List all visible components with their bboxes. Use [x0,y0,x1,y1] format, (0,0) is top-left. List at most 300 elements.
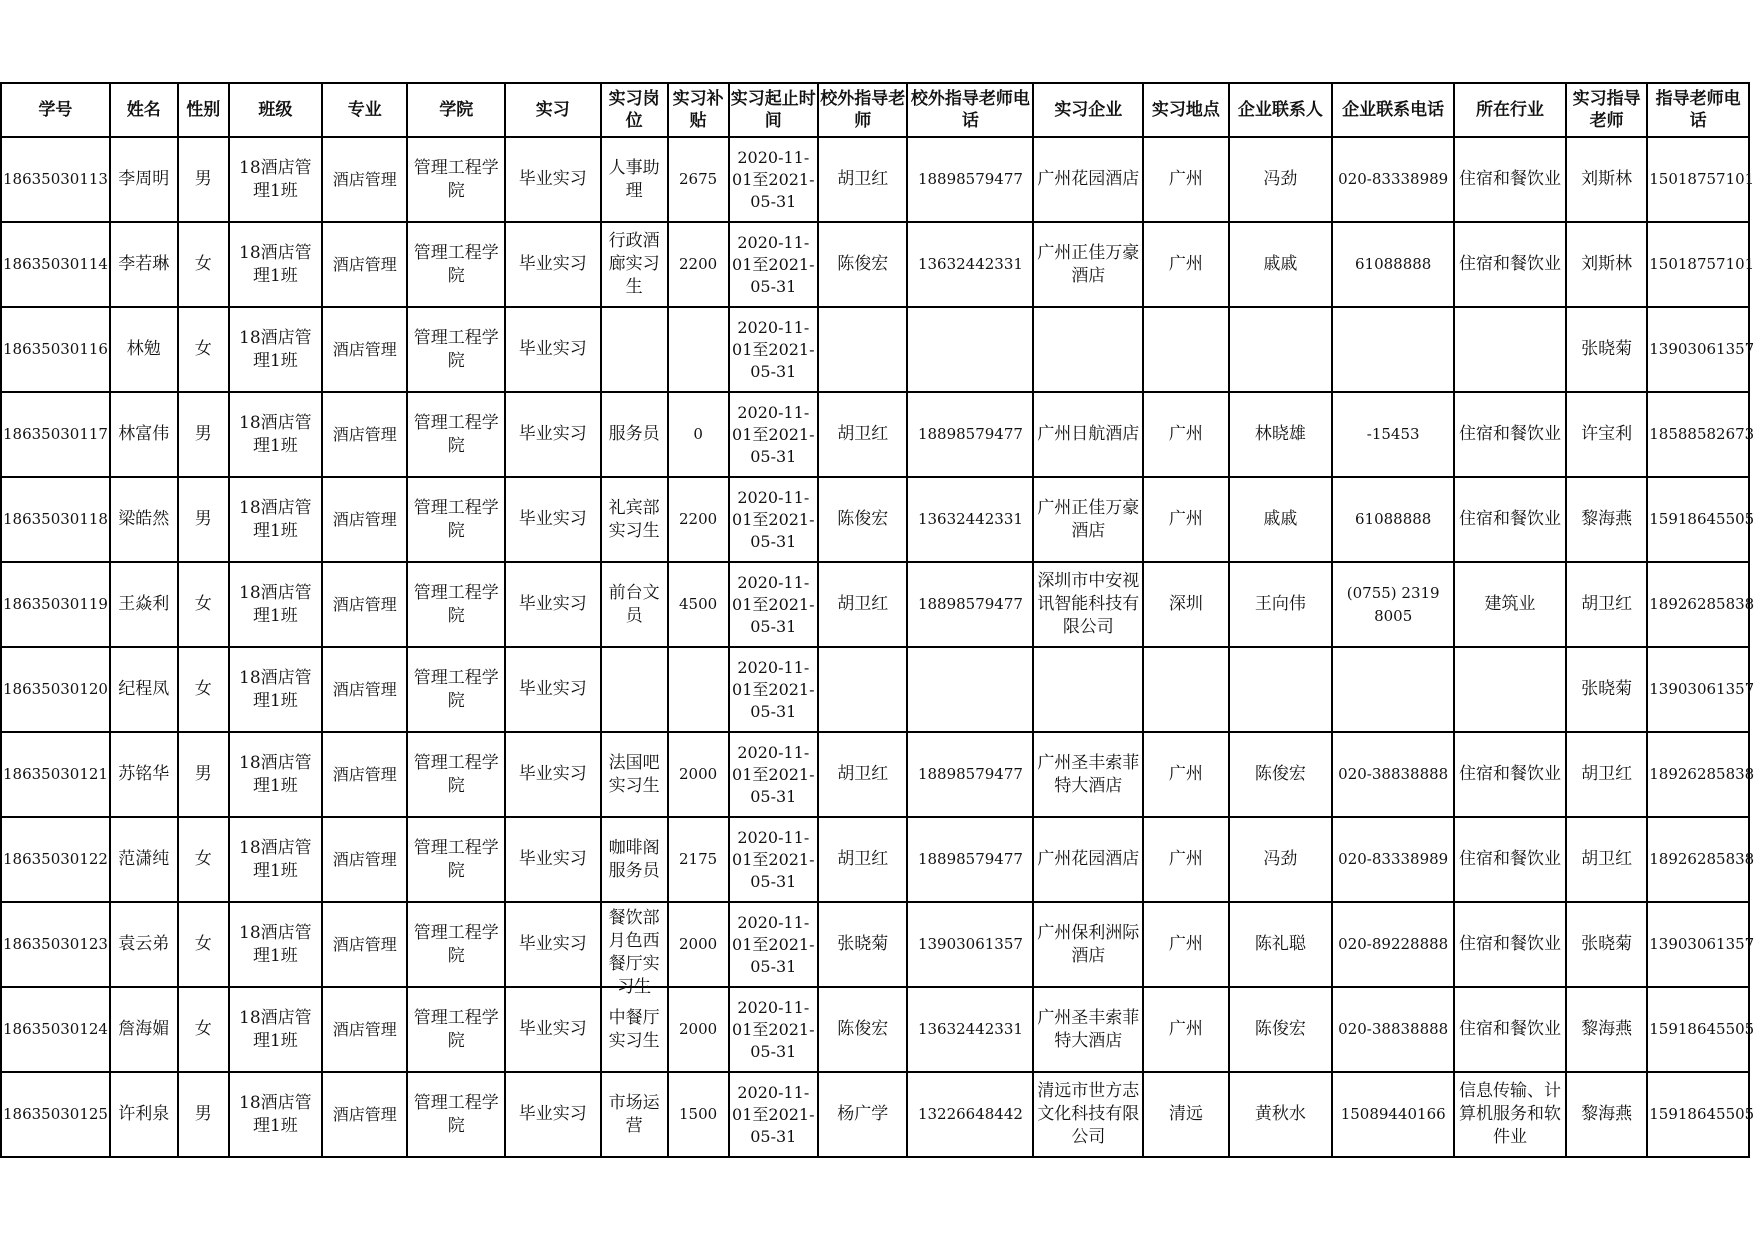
cell-text: 管理工程学院 [413,1092,499,1136]
cell-major [322,1072,407,1157]
cell-gender [178,137,229,222]
cell-text: 2020-11-01至2021-05-31 [732,912,815,976]
cell-text: 13903061357 [1649,680,1754,698]
cell-text: 陈俊宏 [1254,764,1306,784]
cell-text: 2000 [679,765,718,783]
cell-place [1143,987,1228,1072]
cell-text: 酒店管理 [332,935,397,954]
cell-text: 18635030122 [3,850,108,868]
cell-subsidy [668,222,729,307]
cell-text: 黎海燕 [1581,1104,1633,1124]
cell-text: 广州 [1168,509,1203,529]
cell-cls [229,817,322,902]
cell-text: 18898579477 [917,170,1023,188]
cell-ext-phone [907,817,1033,902]
cell-text: 戚戚 [1263,254,1298,274]
column-header: 实习补贴 [668,83,729,137]
cell-period [729,222,818,307]
cell-subsidy [668,732,729,817]
cell-company [1033,392,1143,477]
cell-ext-teacher [818,1072,907,1157]
cell-text: 15018757101 [1649,170,1754,188]
cell-text: 许利泉 [118,1104,170,1124]
cell-text: 管理工程学院 [413,752,499,796]
cell-text: 2020-11-01至2021-05-31 [732,742,815,806]
cell-post [601,987,668,1072]
cell-text: 深圳 [1168,594,1203,614]
cell-place [1143,307,1228,392]
cell-text: 毕业实习 [518,1104,587,1124]
cell-ext-teacher [818,732,907,817]
cell-text: 广州日航酒店 [1037,424,1140,444]
cell-period [729,392,818,477]
cell-type [505,222,601,307]
cell-teacher-phone [1647,732,1754,817]
cell-text: 13632442331 [917,255,1023,273]
cell-text: 广州圣丰索菲特大酒店 [1037,752,1140,796]
cell-text: 女 [194,339,212,359]
cell-text: 餐饮部月色西餐厅实习生 [608,907,660,997]
cell-college [407,137,505,222]
cell-text: 18635030124 [3,1020,108,1038]
cell-ext-phone [907,987,1033,1072]
cell-text: 中餐厅实习生 [608,1007,660,1051]
cell-contact [1229,902,1333,987]
cell-post [601,817,668,902]
cell-text: 信息传输、计算机服务和软件业 [1459,1081,1562,1147]
cell-text: 冯劲 [1263,169,1298,189]
cell-company [1033,987,1143,1072]
cell-text: 18酒店管理1班 [239,242,312,286]
column-header: 企业联系电话 [1332,83,1454,137]
cell-period [729,137,818,222]
cell-text: 18酒店管理1班 [239,837,312,881]
cell-text: 毕业实习 [518,849,587,869]
cell-text: 毕业实习 [518,169,587,189]
cell-text: 2000 [679,935,718,953]
cell-text: 广州保利洲际酒店 [1037,922,1140,966]
cell-post [601,477,668,562]
cell-text: 15918645505 [1649,1105,1754,1123]
cell-text: 18926285838 [1649,765,1754,783]
cell-text: 广州 [1168,764,1203,784]
cell-contact-phone [1332,307,1454,392]
cell-place [1143,137,1228,222]
cell-teacher-phone [1647,817,1754,902]
cell-post [601,647,668,732]
cell-contact-phone [1332,222,1454,307]
cell-industry [1454,562,1566,647]
cell-place [1143,1072,1228,1157]
cell-type [505,987,601,1072]
cell-subsidy [668,562,729,647]
cell-ext-teacher [818,477,907,562]
cell-contact-phone [1332,562,1454,647]
table-row [1,647,1749,732]
cell-text: 管理工程学院 [413,242,499,286]
cell-company [1033,732,1143,817]
cell-name [110,817,178,902]
cell-text: 2020-11-01至2021-05-31 [732,317,815,381]
cell-type [505,477,601,562]
cell-id [1,1072,110,1157]
cell-gender [178,1072,229,1157]
cell-type [505,562,601,647]
cell-major [322,137,407,222]
cell-text: 酒店管理 [332,255,397,274]
cell-id [1,477,110,562]
cell-period [729,1072,818,1157]
cell-contact [1229,987,1333,1072]
cell-text: 2020-11-01至2021-05-31 [732,997,815,1061]
cell-id [1,222,110,307]
cell-college [407,307,505,392]
cell-cls [229,902,322,987]
cell-text: (0755) 2319 8005 [1346,583,1440,625]
cell-text: 林勉 [126,339,161,359]
column-header: 实习指导老师 [1566,83,1647,137]
cell-type [505,1072,601,1157]
cell-id [1,137,110,222]
cell-period [729,562,818,647]
cell-teacher-phone [1647,1072,1754,1157]
cell-industry [1454,647,1566,732]
table-body [1,137,1754,1157]
cell-subsidy [668,902,729,987]
cell-text: 18898579477 [917,765,1023,783]
table-row [1,137,1749,222]
cell-ext-teacher [818,817,907,902]
table-row [1,817,1749,902]
cell-text: 男 [194,1104,212,1124]
column-header: 所在行业 [1454,83,1566,137]
cell-subsidy [668,392,729,477]
cell-text: 18酒店管理1班 [239,497,312,541]
cell-period [729,987,818,1072]
cell-industry [1454,222,1566,307]
cell-subsidy [668,137,729,222]
cell-text: 黎海燕 [1581,1019,1633,1039]
cell-text: 陈俊宏 [837,509,889,529]
cell-company [1033,902,1143,987]
cell-industry [1454,477,1566,562]
cell-text: 建筑业 [1484,594,1536,614]
cell-company [1033,222,1143,307]
cell-text: 陈礼聪 [1254,934,1306,954]
cell-ext-teacher [818,137,907,222]
cell-text: 18635030118 [3,510,108,528]
column-header: 学号 [1,83,110,137]
cell-text: 酒店管理 [332,510,397,529]
cell-text: 清远 [1168,1104,1203,1124]
cell-text: 18635030113 [3,170,108,188]
cell-text: 18635030114 [3,255,108,273]
cell-text: 2200 [679,510,718,528]
cell-name [110,477,178,562]
cell-period [729,647,818,732]
cell-text: 管理工程学院 [413,582,499,626]
cell-text: 1500 [679,1105,718,1123]
cell-text: 胡卫红 [837,169,889,189]
cell-subsidy [668,1072,729,1157]
cell-type [505,647,601,732]
cell-text: 2020-11-01至2021-05-31 [732,147,815,211]
cell-text: 戚戚 [1263,509,1298,529]
cell-name [110,647,178,732]
cell-id [1,392,110,477]
cell-ext-phone [907,222,1033,307]
cell-subsidy [668,477,729,562]
cell-text: 男 [194,424,212,444]
cell-text: 女 [194,679,212,699]
cell-text: 陈俊宏 [837,1019,889,1039]
cell-ext-teacher [818,307,907,392]
cell-text: 袁云弟 [118,934,170,954]
cell-text: 18635030125 [3,1105,108,1123]
cell-text: 毕业实习 [518,339,587,359]
cell-id [1,817,110,902]
column-header: 班级 [229,83,322,137]
cell-industry [1454,137,1566,222]
cell-text: 市场运营 [608,1092,660,1136]
internship-table [0,82,1754,1158]
table-row [1,987,1749,1072]
cell-text: 管理工程学院 [413,1007,499,1051]
cell-text: 0 [693,425,703,443]
cell-teacher [1566,902,1647,987]
cell-teacher [1566,1072,1647,1157]
cell-text: 黎海燕 [1581,509,1633,529]
cell-text: 酒店管理 [332,850,397,869]
cell-contact [1229,647,1333,732]
cell-text: 詹海媚 [118,1019,170,1039]
cell-company [1033,137,1143,222]
table-row [1,1072,1749,1157]
cell-text: 2020-11-01至2021-05-31 [732,657,815,721]
cell-text: 13632442331 [917,1020,1023,1038]
cell-text: 女 [194,849,212,869]
cell-contact-phone [1332,137,1454,222]
cell-period [729,307,818,392]
cell-text: 法国吧实习生 [608,752,660,796]
cell-text: 2675 [679,170,718,188]
cell-name [110,137,178,222]
cell-gender [178,987,229,1072]
cell-place [1143,392,1228,477]
cell-place [1143,902,1228,987]
cell-major [322,392,407,477]
cell-text: 服务员 [608,424,660,444]
cell-text: 管理工程学院 [413,667,499,711]
cell-teacher-phone [1647,307,1754,392]
cell-gender [178,732,229,817]
cell-contact [1229,732,1333,817]
cell-contact-phone [1332,817,1454,902]
cell-type [505,307,601,392]
cell-text: 酒店管理 [332,1105,397,1124]
cell-text: 15089440166 [1340,1105,1446,1123]
column-header: 实习起止时间 [729,83,818,137]
cell-name [110,902,178,987]
cell-text: 18酒店管理1班 [239,157,312,201]
cell-contact-phone [1332,732,1454,817]
cell-contact [1229,817,1333,902]
cell-cls [229,732,322,817]
cell-contact [1229,1072,1333,1157]
cell-industry [1454,1072,1566,1157]
cell-teacher [1566,222,1647,307]
cell-major [322,902,407,987]
cell-cls [229,392,322,477]
cell-gender [178,902,229,987]
cell-text: 020-83338989 [1338,170,1449,188]
cell-text: 陈俊宏 [1254,1019,1306,1039]
cell-text: 酒店管理 [332,425,397,444]
cell-teacher-phone [1647,987,1754,1072]
cell-post [601,137,668,222]
cell-text: 咖啡阁服务员 [608,837,660,881]
cell-text: 4500 [679,595,718,613]
cell-text: 胡卫红 [1581,849,1633,869]
cell-text: 广州花园酒店 [1037,849,1140,869]
cell-text: 18酒店管理1班 [239,922,312,966]
cell-text: 18635030120 [3,680,108,698]
column-header: 实习岗位 [601,83,668,137]
cell-subsidy [668,647,729,732]
cell-text: 酒店管理 [332,170,397,189]
cell-text: 广州 [1168,424,1203,444]
table-row [1,477,1749,562]
cell-teacher [1566,987,1647,1072]
cell-company [1033,477,1143,562]
cell-text: 广州 [1168,849,1203,869]
cell-text: 广州 [1168,934,1203,954]
cell-type [505,137,601,222]
cell-text: 纪程凤 [118,679,170,699]
cell-major [322,647,407,732]
header-row [1,83,1749,137]
cell-name [110,732,178,817]
cell-college [407,987,505,1072]
cell-text: 胡卫红 [1581,764,1633,784]
cell-major [322,817,407,902]
table-row [1,307,1749,392]
cell-gender [178,562,229,647]
cell-industry [1454,987,1566,1072]
table-row [1,392,1749,477]
cell-post [601,392,668,477]
cell-ext-phone [907,647,1033,732]
cell-text: 2000 [679,1020,718,1038]
cell-text: 女 [194,594,212,614]
column-header: 性别 [178,83,229,137]
cell-id [1,307,110,392]
cell-teacher [1566,137,1647,222]
cell-text: 毕业实习 [518,764,587,784]
cell-text: 礼宾部实习生 [608,497,660,541]
cell-text: 男 [194,509,212,529]
cell-text: 广州圣丰索菲特大酒店 [1037,1007,1140,1051]
column-header: 专业 [322,83,407,137]
cell-teacher-phone [1647,137,1754,222]
cell-text: 住宿和餐饮业 [1459,424,1562,444]
cell-text: 2200 [679,255,718,273]
cell-text: 前台文员 [608,582,660,626]
cell-text: 住宿和餐饮业 [1459,849,1562,869]
column-header: 学院 [407,83,505,137]
cell-text: 18酒店管理1班 [239,752,312,796]
cell-ext-teacher [818,222,907,307]
cell-ext-phone [907,1072,1033,1157]
cell-post [601,307,668,392]
cell-ext-phone [907,477,1033,562]
cell-teacher [1566,562,1647,647]
cell-place [1143,817,1228,902]
cell-contact [1229,392,1333,477]
cell-id [1,562,110,647]
cell-text: 18酒店管理1班 [239,412,312,456]
cell-contact-phone [1332,647,1454,732]
cell-text: 管理工程学院 [413,922,499,966]
cell-text: 王焱利 [118,594,170,614]
cell-text: 人事助理 [608,157,660,201]
column-header: 校外指导老师 [818,83,907,137]
cell-text: 许宝利 [1581,424,1633,444]
cell-text: 毕业实习 [518,934,587,954]
cell-gender [178,307,229,392]
cell-id [1,647,110,732]
cell-teacher-phone [1647,222,1754,307]
cell-text: 18588582673 [1649,425,1754,443]
cell-text: 毕业实习 [518,254,587,274]
cell-contact [1229,137,1333,222]
cell-text: 18926285838 [1649,595,1754,613]
cell-text: 管理工程学院 [413,837,499,881]
cell-text: 020-89228888 [1338,935,1449,953]
cell-text: 胡卫红 [1581,594,1633,614]
cell-gender [178,477,229,562]
cell-college [407,902,505,987]
cell-text: 61088888 [1355,510,1432,528]
cell-company [1033,562,1143,647]
cell-text: 18898579477 [917,850,1023,868]
cell-place [1143,647,1228,732]
cell-text: 毕业实习 [518,679,587,699]
cell-text: 张晓菊 [1581,339,1633,359]
cell-college [407,392,505,477]
cell-text: 020-83338989 [1338,850,1449,868]
cell-post [601,902,668,997]
cell-text: 18635030116 [3,340,108,358]
cell-text: 胡卫红 [837,849,889,869]
cell-text: 18898579477 [917,425,1023,443]
cell-contact [1229,477,1333,562]
table-row [1,562,1749,647]
cell-text: 男 [194,764,212,784]
column-header: 校外指导老师电话 [907,83,1033,137]
cell-gender [178,392,229,477]
cell-contact-phone [1332,477,1454,562]
cell-major [322,307,407,392]
cell-text: 陈俊宏 [837,254,889,274]
cell-type [505,902,601,987]
cell-text: 管理工程学院 [413,327,499,371]
cell-text: 住宿和餐饮业 [1459,764,1562,784]
cell-text: 苏铭华 [118,764,170,784]
cell-text: -15453 [1366,425,1420,443]
cell-post [601,562,668,647]
cell-type [505,732,601,817]
